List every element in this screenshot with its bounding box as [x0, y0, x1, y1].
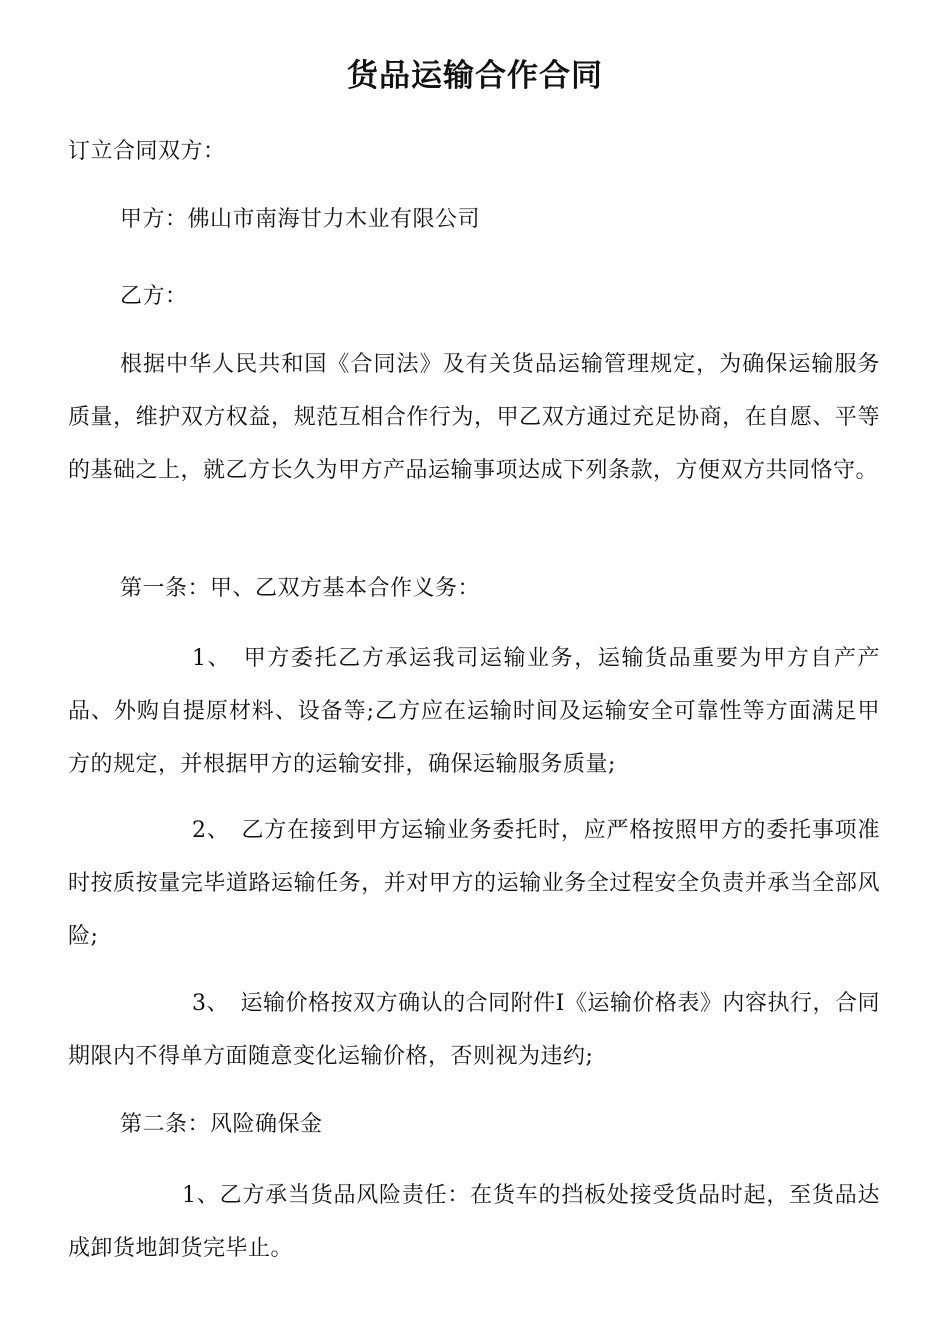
article-2-heading: 第二条：风险确保金 [120, 1112, 323, 1137]
party-b-line: 乙方： [120, 284, 188, 309]
article-2-item-1: 1、乙方承当货品风险责任：在货车的挡板处接受货品时起，至货品达成卸货地卸货完毕止。 [68, 1183, 880, 1261]
preamble-paragraph: 根据中华人民共和国《合同法》及有关货品运输管理规定，为确保运输服务质量，维护双方权益，规范互相合作行为，甲乙双方通过充足协商，在自愿、平等的基础之上，就乙方长久为甲方产品运输事项达成下列条款，方便双方共同恪守。 [68, 352, 880, 483]
document-title: 货品运输合作合同 [347, 58, 603, 94]
article-1-heading: 第一条：甲、乙双方基本合作义务： [120, 576, 481, 601]
article-1-item-2: 2、 乙方在接到甲方运输业务委托时，应严格按照甲方的委托事项准时按质按量完毕道路运输任务，并对甲方的运输业务全过程安全负责并承当全部风险; [68, 818, 880, 949]
article-1-item-1: 1、 甲方委托乙方承运我司运输业务，运输货品重要为甲方自产产品、外购自提原材料、设备等;乙方应在运输时间及运输安全可靠性等方面满足甲方的规定，并根据甲方的运输安排，确保运输服务质量; [68, 646, 880, 777]
article-1-item-3: 3、 运输价格按双方确认的合同附件Ⅰ《运输价格表》内容执行，合同期限内不得单方面随意变化运输价格，否则视为违约; [68, 991, 880, 1069]
party-a-line: 甲方：佛山市南海甘力木业有限公司 [120, 207, 481, 232]
parties-heading: 订立合同双方： [68, 139, 226, 164]
